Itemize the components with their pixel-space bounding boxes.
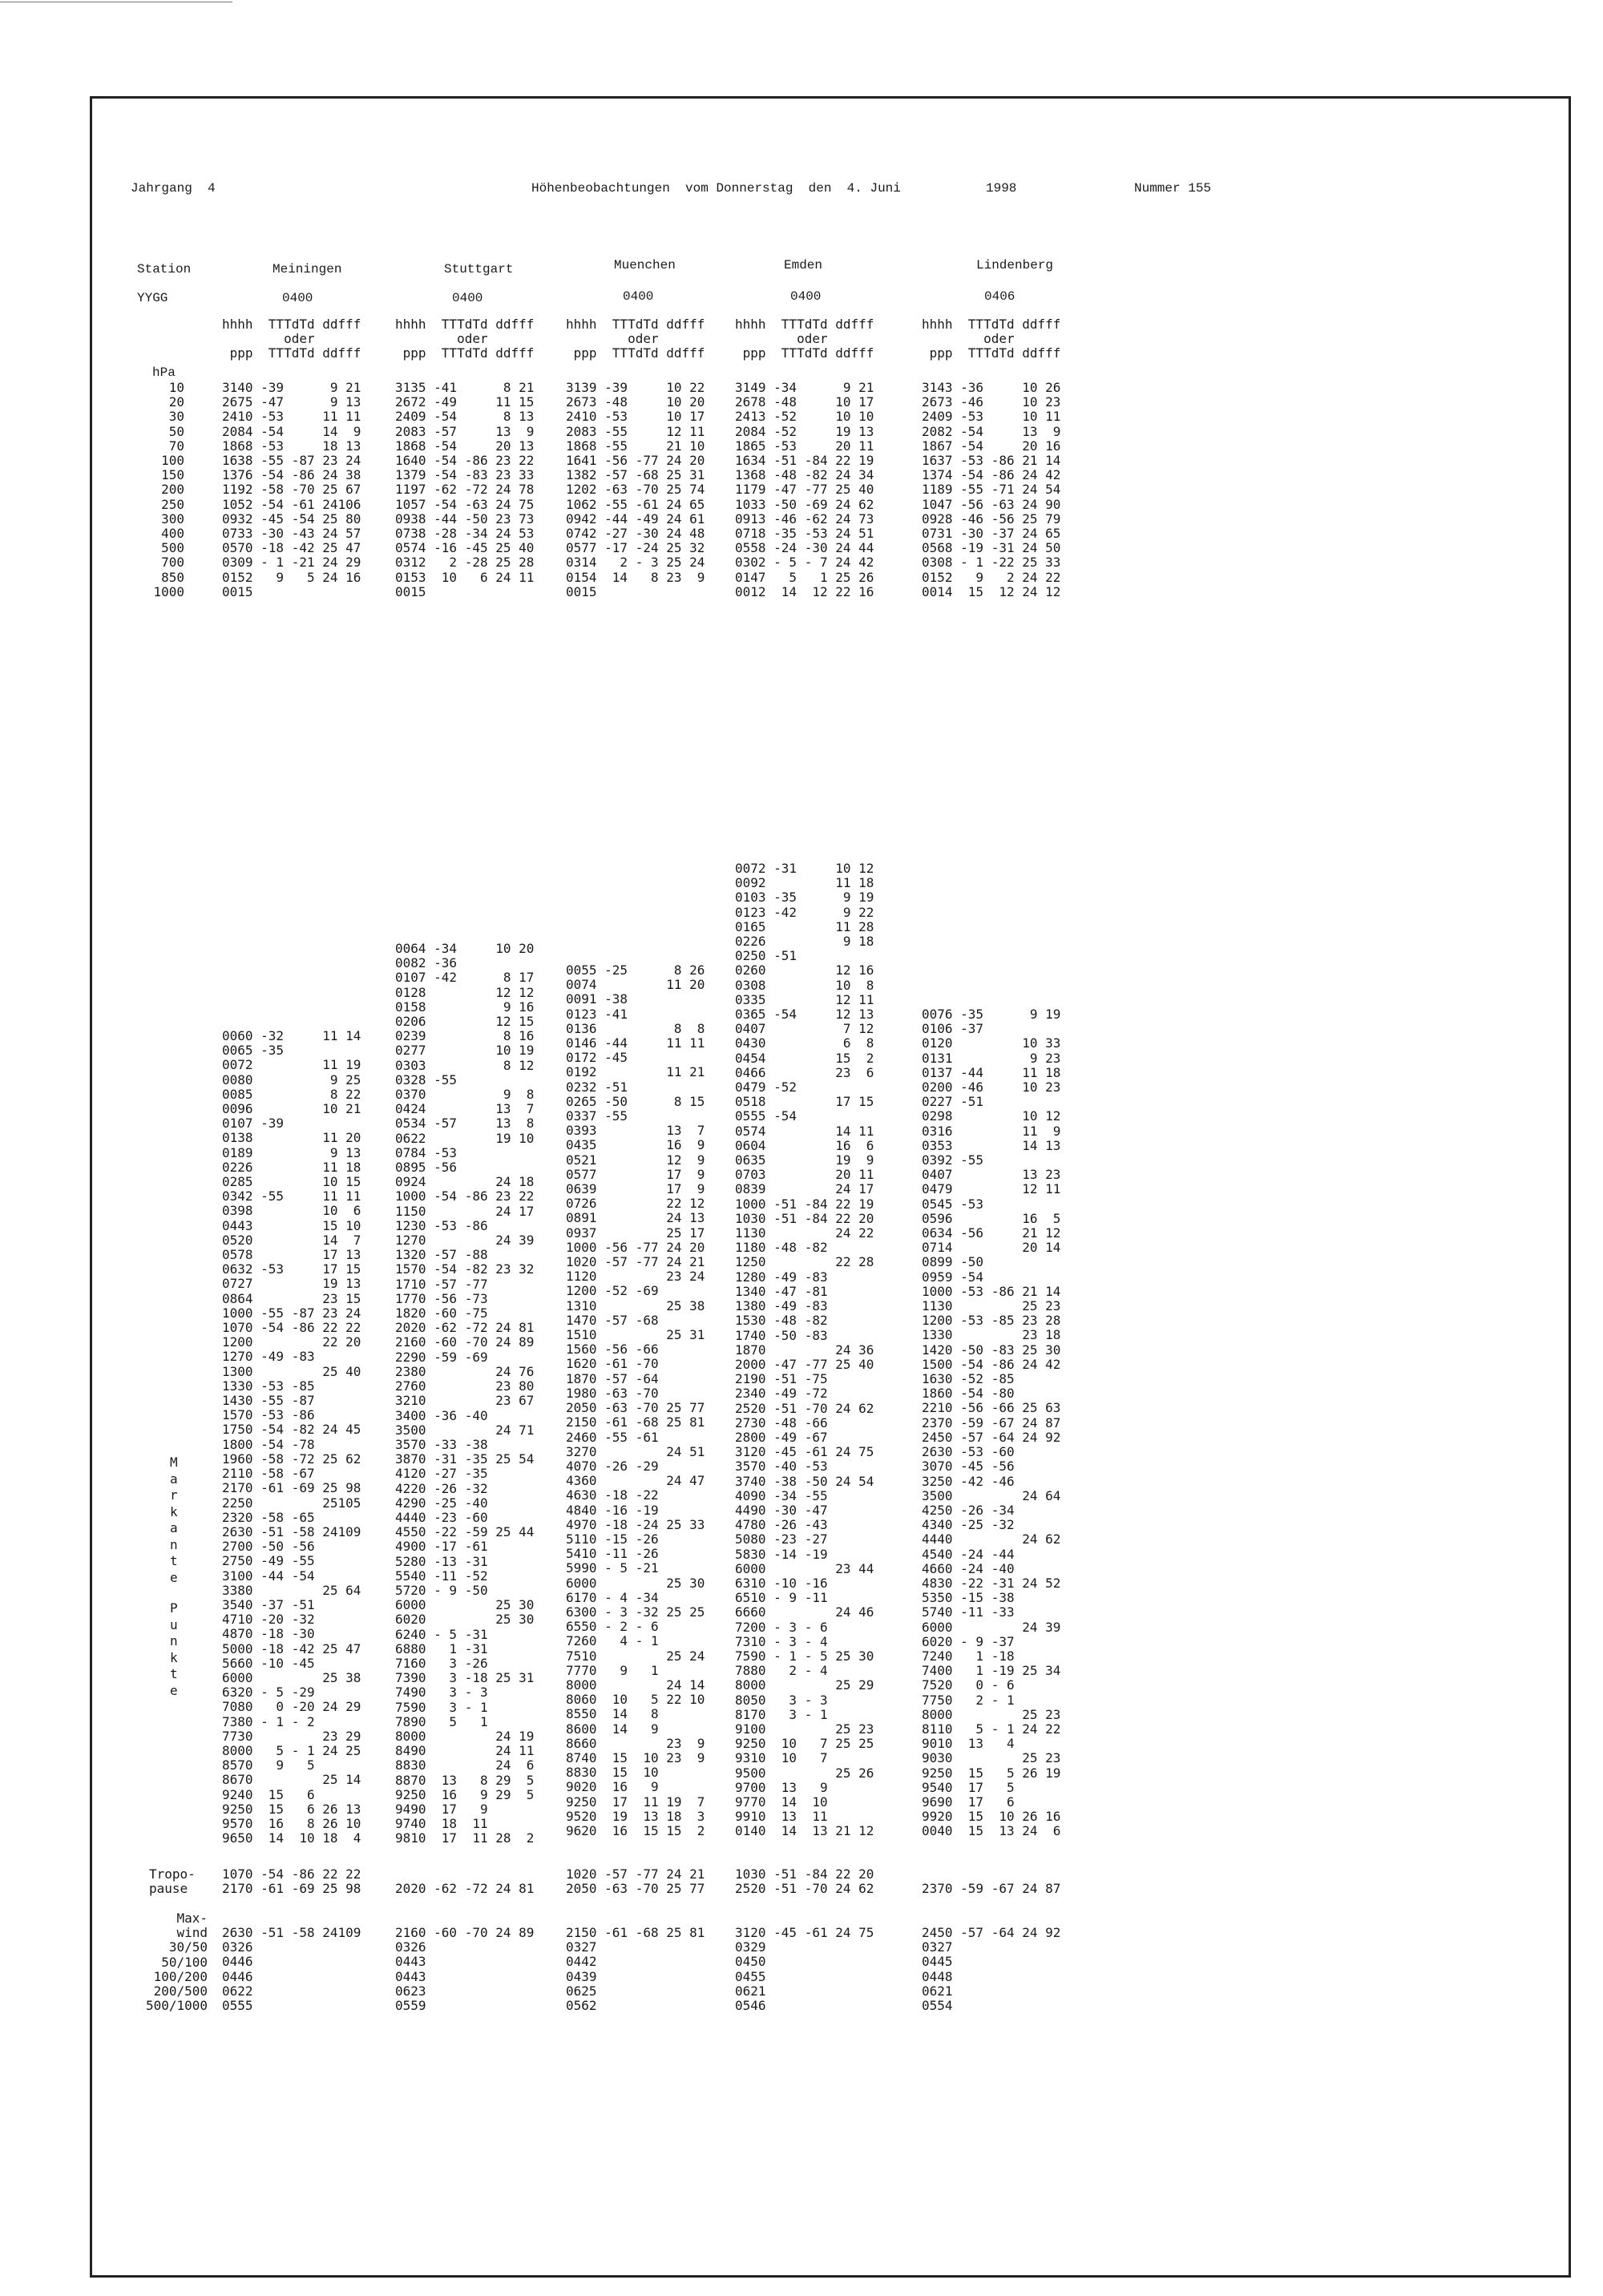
year: 1998 bbox=[986, 181, 1017, 196]
tropopause-label: Tropo- pause bbox=[149, 1866, 196, 1897]
station-name-muenchen: Muenchen bbox=[614, 258, 676, 272]
maxwind-meiningen: 2630 -51 -58 24109 0326 0446 0446 0622 0555 bbox=[222, 1925, 361, 2014]
column-header-lindenberg: hhhh TTTdTd ddfff oder ppp TTTdTd ddfff bbox=[922, 317, 1061, 361]
significant-levels-emden: 0072 -31 10 12 0092 11 18 0103 -35 9 19 0123 -42 9 22 0165 11 28 0226 9 18 0250 -51 0260 12 16 0308 10 8 0335 12 11 0365 -54 12 13 0407 7 12 0430 6 8 0454 15 2 0466 23 6 0479 -52 0518 17 15 0555 -54 0574 14 11 0604 16 6 0635 19 9 0703 20 11 0839 24 17 1000 -51 -84 22 19 1030 -51 -84 22 20 1130 24 22 1180 -48 -82 1250 22 28 1280 -49 -83 1340 -47 -81 1380 -49 -83 1530 -48 -82 1740 -50 -83 1870 24 36 2000 -47 -77 25 40 2190 -51 -75 2340 -49 -72 2520 -51 -70 24 62 2730 -48 -66 2800 -49 -67 3120 -45 -61 24 75 3570 -40 -53 3740 -38 -50 24 54 4090 -34 -55 4490 -30 -47 4780 -26 -43 5080 -23 -27 5830 -14 -19 6000 23 44 6310 -10 -16 6510 - 9 -11 6660 24 46 7200 - 3 - 6 7310 - 3 - 4 7590 - 1 - 5 25 30 7880 2 - 4 8000 25 29 8050 3 - 3 8170 3 - 1 9100 25 23 9250 10 7 25 25 9310 10 7 9500 25 26 9700 13 9 9770 14 10 9910 13 11 0140 14 13 21 12 bbox=[735, 861, 874, 1839]
significant-levels-lindenberg: 0076 -35 9 19 0106 -37 0120 10 33 0131 9 23 0137 -44 11 18 0200 -46 10 23 0227 -51 0298 10 12 0316 11 9 0353 14 13 0392 -55 0407 13 23 0479 12 11 0545 -53 0596 16 5 0634 -56 21 12 0714 20 14 0899 -50 0959 -54 1000 -53 -86 21 14 1130 25 23 1200 -53 -85 23 28 1330 23 18 1420 -50 -83 25 30 1500 -54 -86 24 42 1630 -52 -85 1860 -54 -80 2210 -56 -66 25 63 2370 -59 -67 24 87 2450 -57 -64 24 92 2630 -53 -60 3070 -45 -56 3250 -42 -46 3500 24 64 4250 -26 -34 4340 -25 -32 4440 24 62 4540 -24 -44 4660 -24 -40 4830 -22 -31 24 52 5350 -15 -38 5740 -11 -33 6000 24 39 6020 - 9 -37 7240 1 -18 7400 1 -19 25 34 7520 0 - 6 7750 2 - 1 8000 25 23 8110 5 - 1 24 22 9010 13 4 9030 25 23 9250 15 5 26 19 9540 17 5 9690 17 6 9920 15 10 26 16 0040 15 13 24 6 bbox=[922, 1007, 1061, 1839]
station-time-emden: 0400 bbox=[790, 289, 822, 304]
jahrgang: Jahrgang 4 bbox=[131, 181, 216, 196]
tropopause-meiningen: 1070 -54 -86 22 22 2170 -61 -69 25 98 bbox=[222, 1866, 361, 1897]
standard-levels-meiningen: 3140 -39 9 21 2675 -47 9 13 2410 -53 11 11 2084 -54 14 9 1868 -53 18 13 1638 -55 -87 23 24 1376 -54 -86 24 38 1192 -58 -70 25 67 1052 -54 -61 24106 0932 -45 -54 25 80 0733 -30 -43 24 57 0570 -18 -42 25 47 0309 - 1 -21 24 29 0152 9 5 24 16 0015 bbox=[222, 380, 361, 599]
standard-levels-lindenberg: 3143 -36 10 26 2673 -46 10 23 2409 -53 10 11 2082 -54 13 9 1867 -54 20 16 1637 -53 -86 21 14 1374 -54 -86 24 42 1189 -55 -71 24 54 1047 -56 -63 24 90 0928 -46 -56 25 79 0731 -30 -37 24 65 0568 -19 -31 24 50 0308 - 1 -22 25 33 0152 9 2 24 22 0014 15 12 24 12 bbox=[922, 380, 1061, 599]
maxwind-muenchen: 2150 -61 -68 25 81 0327 0442 0439 0625 0562 bbox=[566, 1925, 705, 2014]
page-title: Höhenbeobachtungen vom Donnerstag den 4. Juni bbox=[531, 181, 901, 196]
significant-levels-meiningen: 0060 -32 11 14 0065 -35 0072 11 19 0080 9 25 0085 8 22 0096 10 21 0107 -39 0138 11 20 0189 9 13 0226 11 18 0285 10 15 0342 -55 11 11 0398 10 6 0443 15 10 0520 14 7 0578 17 13 0632 -53 17 15 0727 19 13 0864 23 15 1000 -55 -87 23 24 1070 -54 -86 22 22 1200 22 20 1270 -49 -83 1300 25 40 1330 -53 -85 1430 -55 -87 1570 -53 -86 1750 -54 -82 24 45 1800 -54 -78 1960 -58 -72 25 62 2110 -58 -67 2170 -61 -69 25 98 2250 25105 2320 -58 -65 2630 -51 -58 24109 2700 -50 -56 2750 -49 -55 3100 -44 -54 3380 25 64 3540 -37 -51 4710 -20 -32 4870 -18 -30 5000 -18 -42 25 47 5660 -10 -45 6000 25 38 6320 - 5 -29 7080 0 -20 24 29 7380 - 1 - 2 7730 23 29 8000 5 - 1 24 25 8570 9 5 8670 25 14 9240 15 6 9250 15 6 26 13 9570 16 8 26 10 9650 14 10 18 4 bbox=[222, 1028, 361, 1846]
standard-levels-muenchen: 3139 -39 10 22 2673 -48 10 20 2410 -53 10 17 2083 -55 12 11 1868 -55 21 10 1641 -56 -77 24 20 1382 -57 -68 25 31 1202 -63 -70 25 74 1062 -55 -61 24 65 0942 -44 -49 24 61 0742 -27 -30 24 48 0577 -17 -24 25 32 0314 2 - 3 25 24 0154 14 8 23 9 0015 bbox=[566, 380, 705, 599]
station-time-meiningen: 0400 bbox=[282, 291, 313, 305]
tropopause-lindenberg: 2370 -59 -67 24 87 bbox=[922, 1881, 1061, 1897]
station-name-lindenberg: Lindenberg bbox=[976, 258, 1054, 272]
station-name-meiningen: Meiningen bbox=[273, 262, 342, 276]
yygg-label: YYGG bbox=[137, 291, 168, 305]
station-label: Station bbox=[137, 262, 192, 276]
significant-levels-stuttgart: 0064 -34 10 20 0082 -36 0107 -42 8 17 0128 12 12 0158 9 16 0206 12 15 0239 8 16 0277 10 19 0303 8 12 0328 -55 0370 9 8 0424 13 7 0534 -57 13 8 0622 19 10 0784 -53 0895 -56 0924 24 18 1000 -54 -86 23 22 1150 24 17 1230 -53 -86 1270 24 39 1320 -57 -88 1570 -54 -82 23 32 1710 -57 -77 1770 -56 -73 1820 -60 -75 2020 -62 -72 24 81 2160 -60 -70 24 89 2290 -59 -69 2380 24 76 2760 23 80 3210 23 67 3400 -36 -40 3500 24 71 3570 -33 -38 3870 -31 -35 25 54 4120 -27 -35 4220 -26 -32 4290 -25 -40 4440 -23 -60 4550 -22 -59 25 44 4900 -17 -61 5280 -13 -31 5540 -11 -52 5720 - 9 -50 6000 25 30 6020 25 30 6240 - 5 -31 6880 1 -31 7160 3 -26 7390 3 -18 25 31 7490 3 - 3 7590 3 - 1 7890 5 1 8000 24 19 8490 24 11 8830 24 6 8870 13 8 29 5 9250 16 9 29 5 9490 17 9 9740 18 11 9810 17 11 28 2 bbox=[395, 941, 535, 1846]
markante-label: M a r k a n t e bbox=[170, 1455, 178, 1585]
column-header-muenchen: hhhh TTTdTd ddfff oder ppp TTTdTd ddfff bbox=[566, 317, 705, 361]
column-header-emden: hhhh TTTdTd ddfff oder ppp TTTdTd ddfff bbox=[735, 317, 874, 361]
station-time-stuttgart: 0400 bbox=[452, 291, 483, 305]
significant-levels-muenchen: 0055 -25 8 26 0074 11 20 0091 -38 0123 -41 0136 8 8 0146 -44 11 11 0172 -45 0192 11 21 0232 -51 0265 -50 8 15 0337 -55 0393 13 7 0435 16 9 0521 12 9 0577 17 9 0639 17 9 0726 22 12 0891 24 13 0937 25 17 1000 -56 -77 24 20 1020 -57 -77 24 21 1120 23 24 1200 -52 -69 1310 25 38 1470 -57 -68 1510 25 31 1560 -56 -66 1620 -61 -70 1870 -57 -64 1980 -63 -70 2050 -63 -70 25 77 2150 -61 -68 25 81 2460 -55 -61 3270 24 51 4070 -26 -29 4360 24 47 4630 -18 -22 4840 -16 -19 4970 -18 -24 25 33 5110 -15 -26 5410 -11 -26 5990 - 5 -21 6000 25 30 6170 - 4 -34 6300 - 3 -32 25 25 6550 - 2 - 6 7260 4 - 1 7510 25 24 7770 9 1 8000 24 14 8060 10 5 22 10 8550 14 8 8600 14 9 8660 23 9 8740 15 10 23 9 8830 15 10 9020 16 9 9250 17 11 19 7 9520 19 13 18 3 9620 16 15 15 2 bbox=[566, 962, 705, 1838]
issue-number: Nummer 155 bbox=[1134, 181, 1212, 196]
tropopause-emden: 1030 -51 -84 22 20 2520 -51 -70 24 62 bbox=[735, 1866, 874, 1897]
station-time-muenchen: 0400 bbox=[623, 289, 654, 304]
column-header-meiningen: hhhh TTTdTd ddfff oder ppp TTTdTd ddfff bbox=[222, 317, 361, 361]
pressure-levels: 10 20 30 50 70 100 150 200 250 300 400 500 700 850 1000 bbox=[153, 380, 184, 599]
hpa-label: hPa bbox=[152, 365, 176, 380]
tropopause-stuttgart: 2020 -62 -72 24 81 bbox=[395, 1881, 535, 1897]
maxwind-lindenberg: 2450 -57 -64 24 92 0327 0445 0448 0621 0554 bbox=[922, 1925, 1061, 2014]
maxwind-label: Max- wind 30/50 50/100 100/200 200/500 500/1000 bbox=[146, 1911, 208, 2014]
maxwind-emden: 3120 -45 -61 24 75 0329 0450 0455 0621 0546 bbox=[735, 1925, 874, 2014]
maxwind-stuttgart: 2160 -60 -70 24 89 0326 0443 0443 0623 0559 bbox=[395, 1925, 535, 2014]
standard-levels-stuttgart: 3135 -41 8 21 2672 -49 11 15 2409 -54 8 13 2083 -57 13 9 1868 -54 20 13 1640 -54 -86 23 22 1379 -54 -83 23 33 1197 -62 -72 24 78 1057 -54 -63 24 75 0938 -44 -50 23 73 0738 -28 -34 24 53 0574 -16 -45 25 40 0312 2 -28 25 28 0153 10 6 24 11 0015 bbox=[395, 380, 535, 599]
column-header-stuttgart: hhhh TTTdTd ddfff oder ppp TTTdTd ddfff bbox=[395, 317, 535, 361]
station-name-stuttgart: Stuttgart bbox=[444, 262, 514, 276]
standard-levels-emden: 3149 -34 9 21 2678 -48 10 17 2413 -52 10 10 2084 -52 19 13 1865 -53 20 11 1634 -51 -84 22 19 1368 -48 -82 24 34 1179 -47 -77 25 40 1033 -50 -69 24 62 0913 -46 -62 24 73 0718 -35 -53 24 51 0558 -24 -30 24 44 0302 - 5 - 7 24 42 0147 5 1 25 26 0012 14 12 22 16 bbox=[735, 380, 874, 599]
station-time-lindenberg: 0406 bbox=[984, 289, 1016, 304]
punkte-label: P u n k t e bbox=[170, 1600, 178, 1698]
station-name-emden: Emden bbox=[784, 258, 823, 272]
tropopause-muenchen: 1020 -57 -77 24 21 2050 -63 -70 25 77 bbox=[566, 1866, 705, 1897]
